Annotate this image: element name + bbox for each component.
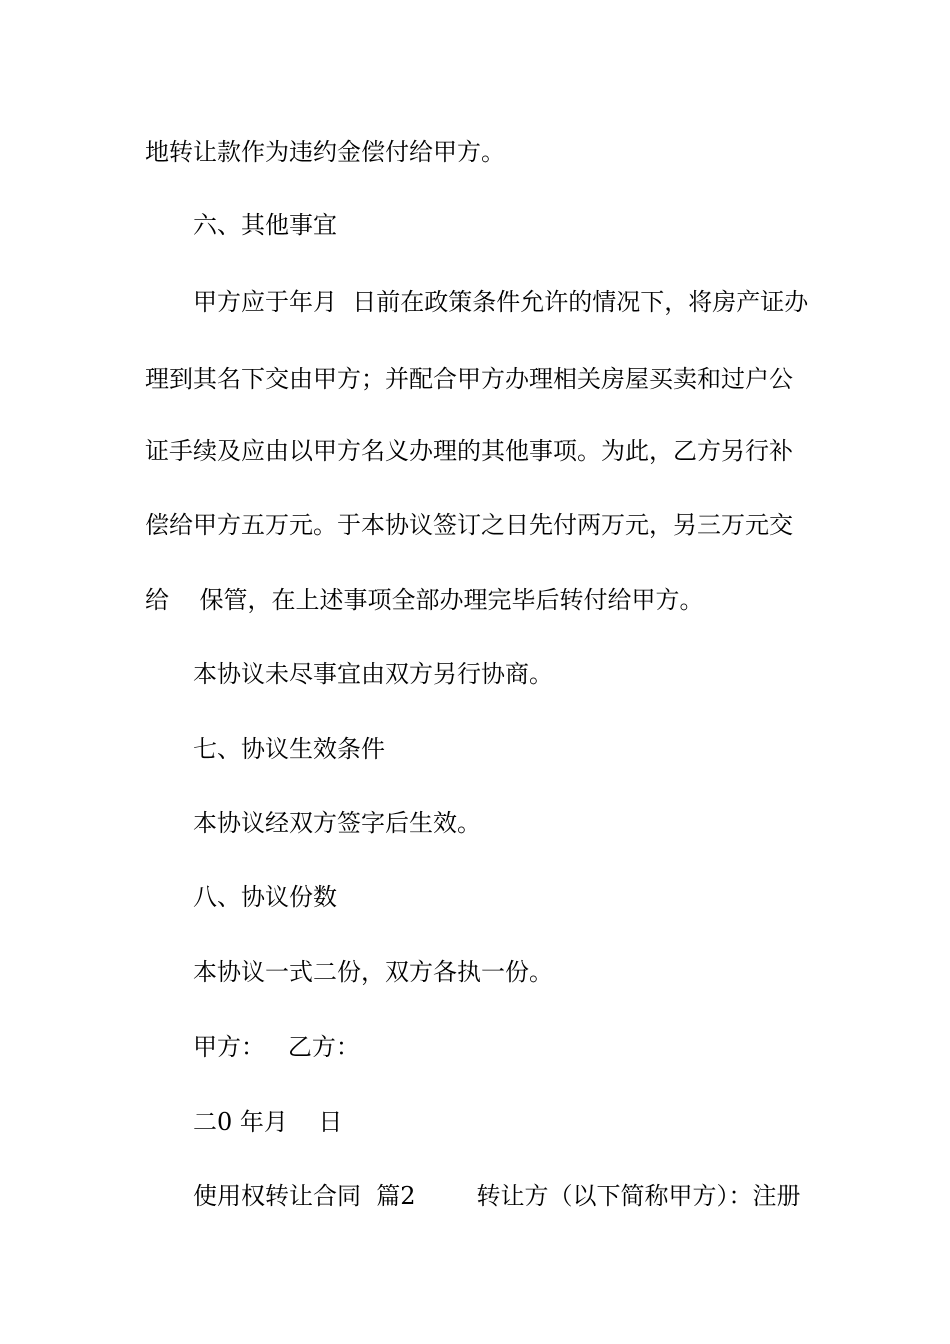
paragraph-line: 使用权转让合同 篇2 转让方（以下简称甲方）：注册 [193,1182,801,1210]
paragraph-line: 甲方应于年月 日前在政策条件允许的情况下，将房产证办 [193,288,809,316]
signature-line: 甲方： 乙方： [193,1033,360,1061]
paragraph-line: 给 保管，在上述事项全部办理完毕后转付给甲方。 [145,586,704,614]
paragraph-line: 本协议一式二份，双方各执一份。 [193,958,553,986]
date-line: 二0 年月 日 [193,1108,343,1136]
section-heading: 七、协议生效条件 [193,735,385,763]
paragraph-line: 偿给甲方五万元。于本协议签订之日先付两万元，另三万元交 [145,511,793,539]
section-heading: 八、协议份数 [193,883,337,911]
paragraph-line: 理到其名下交由甲方；并配合甲方办理相关房屋买卖和过户公 [145,365,793,393]
paragraph-line: 证手续及应由以甲方名义办理的其他事项。为此，乙方另行补 [145,437,793,465]
paragraph-line: 地转让款作为违约金偿付给甲方。 [145,138,505,166]
paragraph-line: 本协议经双方签字后生效。 [193,809,481,837]
section-heading: 六、其他事宜 [193,211,337,239]
paragraph-line: 本协议未尽事宜由双方另行协商。 [193,660,553,688]
